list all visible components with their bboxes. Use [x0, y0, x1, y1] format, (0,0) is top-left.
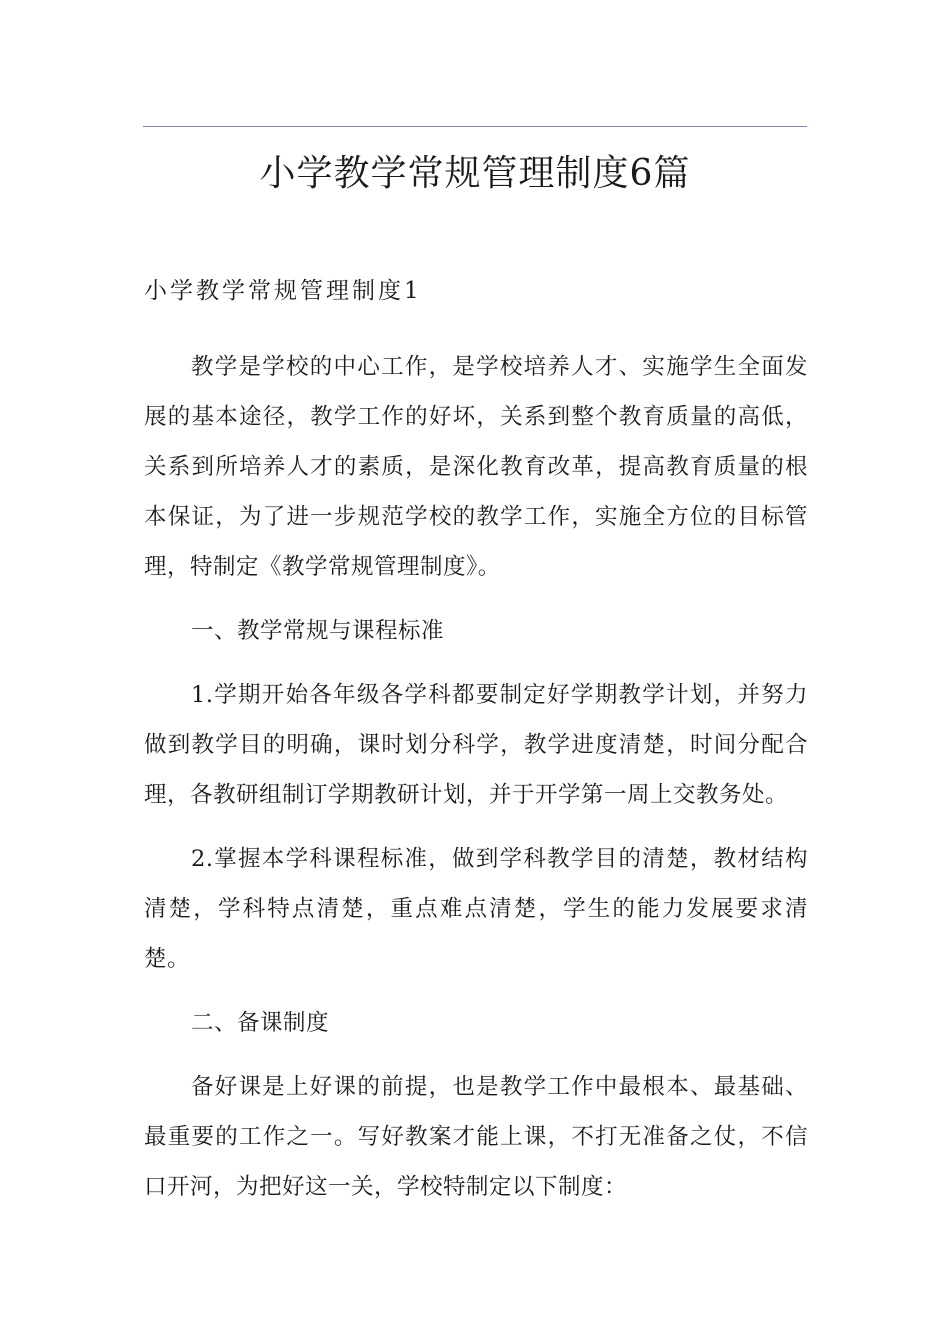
header-rule — [143, 126, 807, 127]
section-heading: 小学教学常规管理制度1 — [144, 278, 422, 304]
subheading-curriculum: 一、教学常规与课程标准 — [191, 618, 445, 644]
document-body — [144, 268, 808, 1226]
document-title: 小学教学常规管理制度6篇 — [259, 153, 691, 194]
intro-paragraph: 教学是学校的中心工作，是学校培养人才、实施学生全面发展的基本途径，教学工作的好坏，关系到整个教育质量的高低，关系到所培养人才的素质，是深化教育改革，提高教育质量的根本保证，为了进一步规范学校的教学工作，实施全方位的目标管理，特制定《教学常规管理制度》。 — [144, 354, 808, 580]
paragraph-item-1: 1.学期开始各年级各学科都要制定好学期教学计划，并努力做到教学目的明确，课时划分科学，教学进度清楚，时间分配合理，各教研组制订学期教研计划，并于开学第一周上交教务处。 — [144, 682, 808, 808]
paragraph-item-2: 2.掌握本学科课程标准，做到学科教学目的清楚，教材结构清楚，学科特点清楚，重点难点清楚，学生的能力发展要求清楚。 — [144, 846, 808, 972]
subheading-lesson-prep: 二、备课制度 — [191, 1010, 330, 1036]
lesson-prep-paragraph: 备好课是上好课的前提，也是教学工作中最根本、最基础、最重要的工作之一。写好教案才能上课，不打无准备之仗，不信口开河，为把好这一关，学校特制定以下制度： — [144, 1074, 808, 1200]
